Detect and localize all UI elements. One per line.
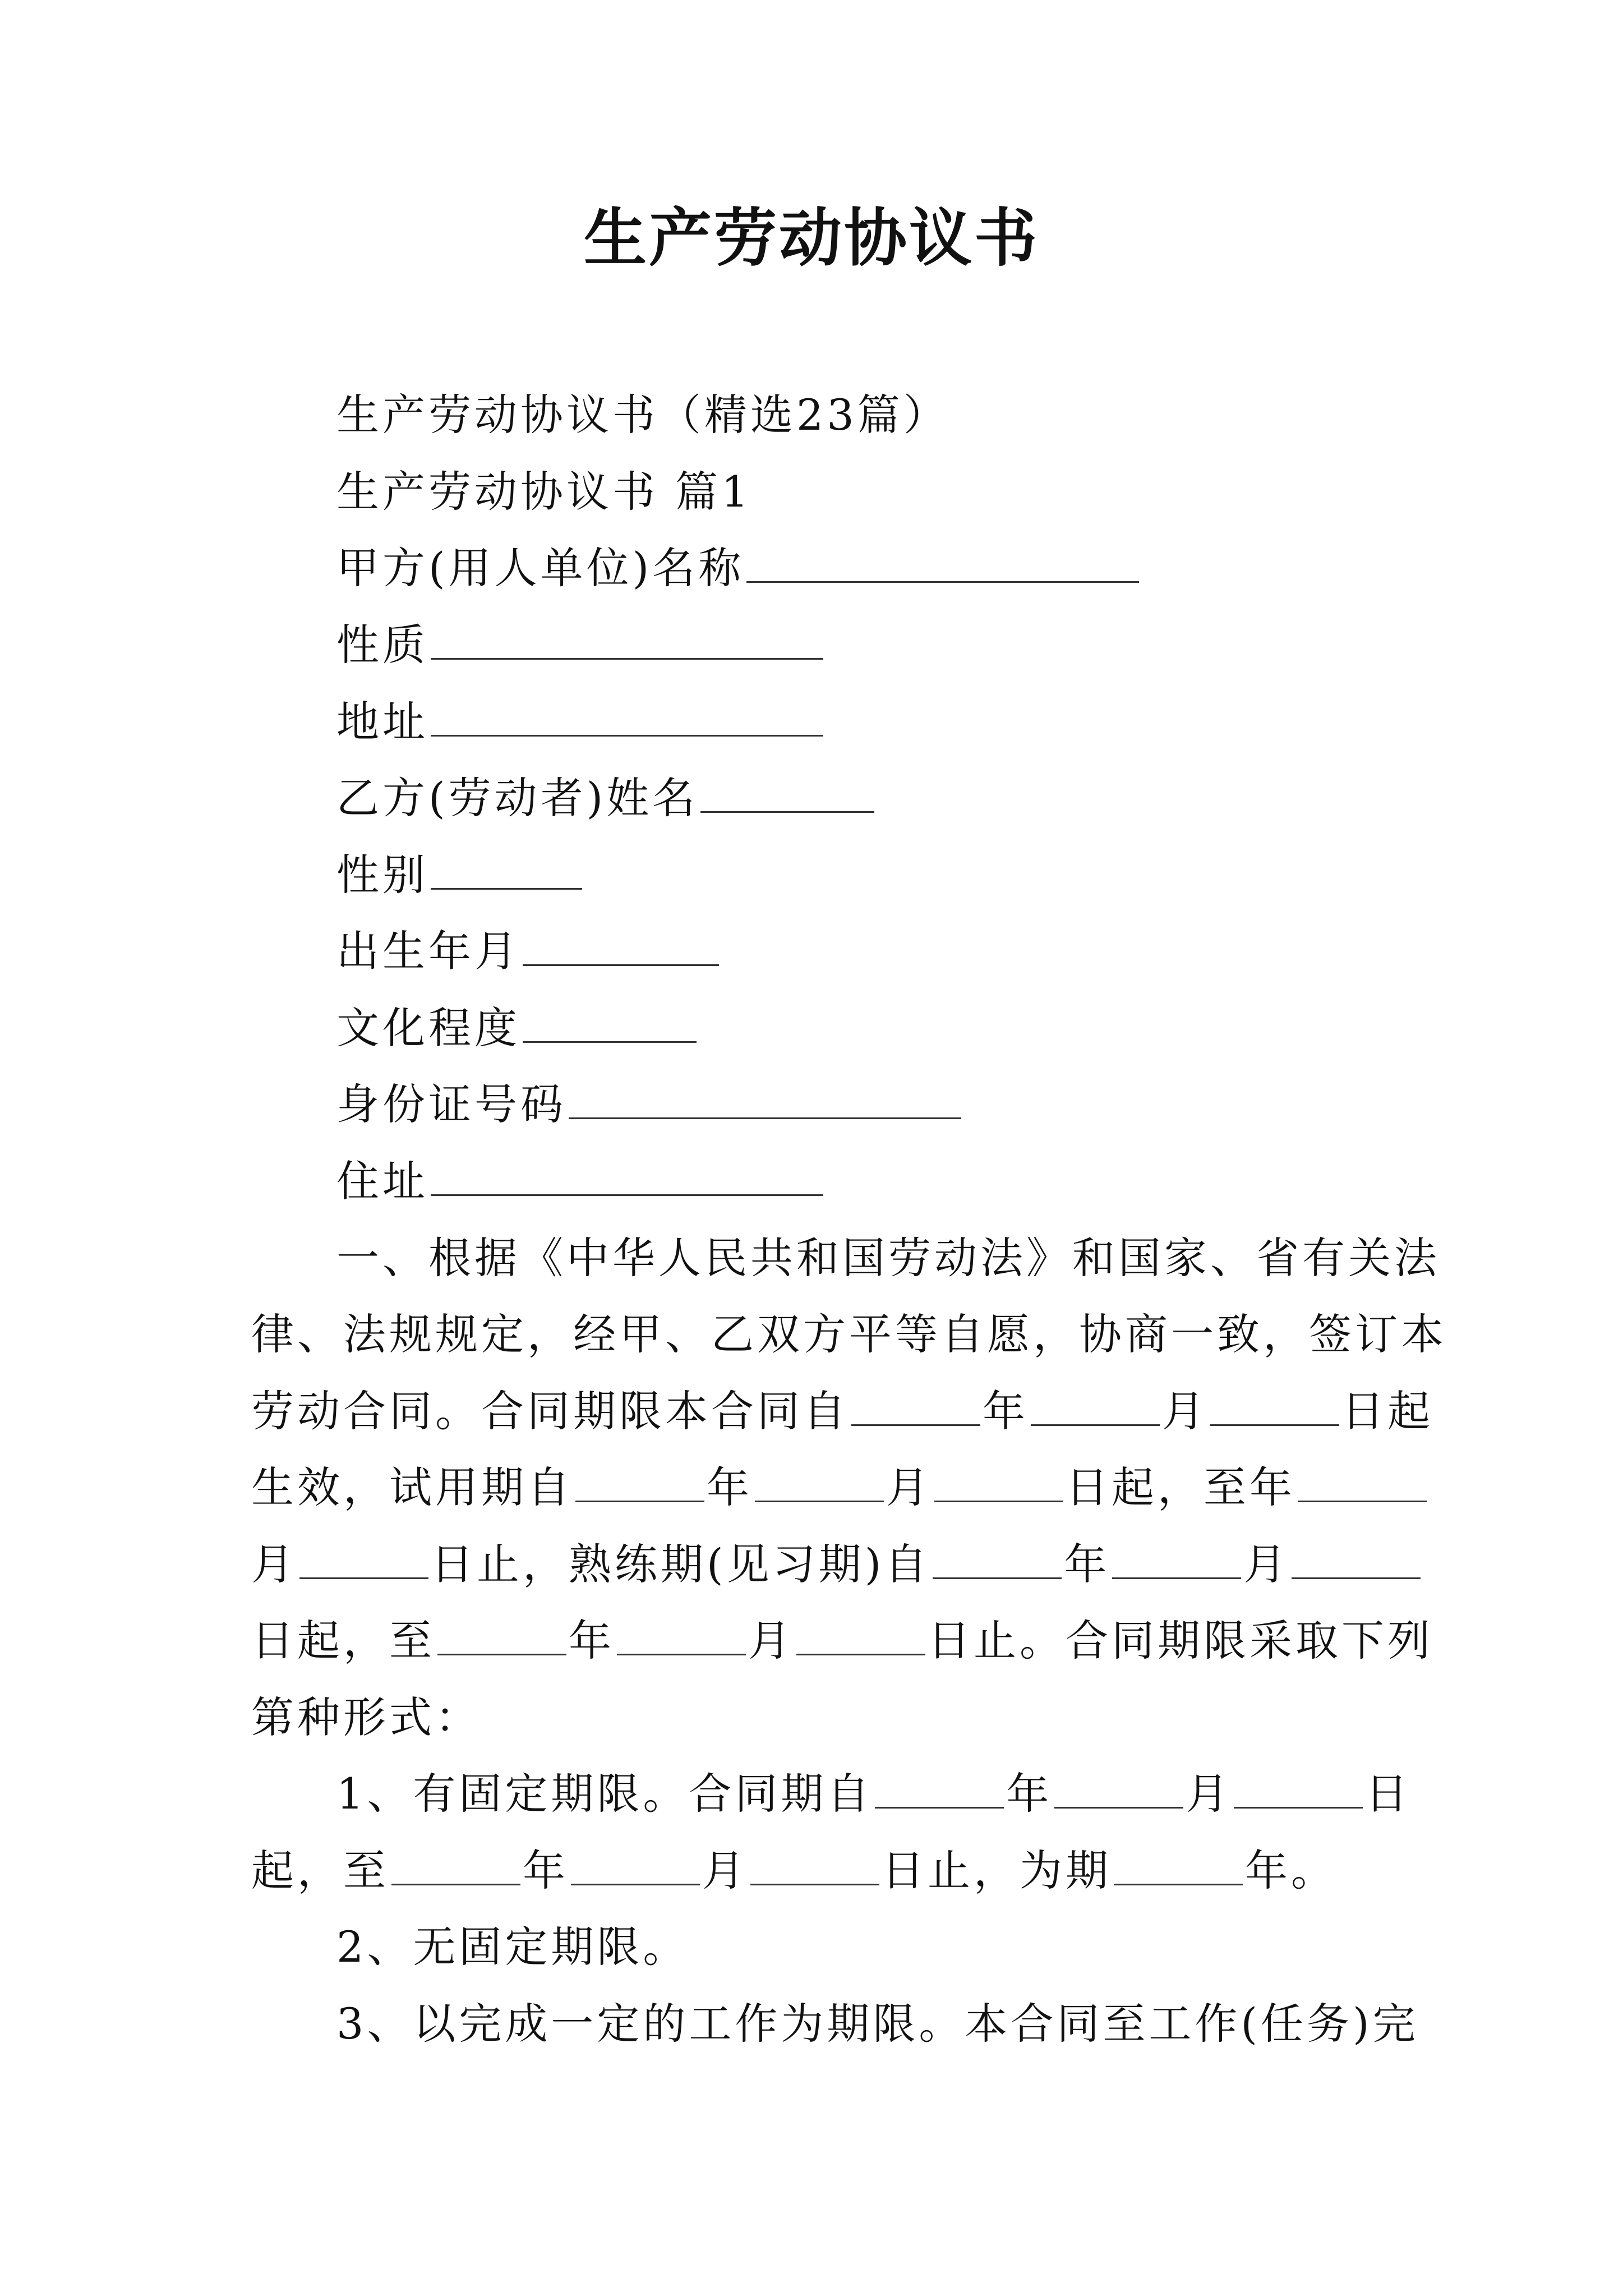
item1-line2-text-d: 日止，为期 [882,1846,1112,1895]
para1-line7: 第种形式： [251,1692,481,1742]
blank [571,1844,700,1885]
gender-label: 性别 [336,850,428,900]
para1-line5-text-d: 月 [1243,1539,1290,1589]
residence-field [336,1153,826,1209]
para1-line3-text-d: 日起 [1341,1386,1433,1436]
residence-label: 住址 [336,1156,428,1206]
blank [1234,1768,1363,1809]
birth-field [336,923,721,979]
id-number-field [336,1076,963,1133]
section-heading: 生产劳动协议书 篇1 [336,467,752,517]
nature-label: 性质 [336,620,428,670]
para1-line4-text-c: 月 [886,1462,932,1512]
item1-line2-text-b: 年 [523,1846,569,1895]
blank [1298,1461,1427,1502]
party-a-name-label: 甲方(用人单位)名称 [336,543,745,593]
item1-line2-text-c: 月 [702,1846,748,1895]
para1-line3-text-b: 年 [983,1386,1029,1436]
education-field [336,1000,699,1056]
nature-blank [431,619,823,660]
education-blank [523,1002,697,1043]
para1-line2: 律、法规规定，经甲、乙双方平等自愿，协商一致，签订本 [251,1309,1447,1359]
party-b-name-label: 乙方(劳动者)姓名 [336,773,699,823]
blank [750,1844,879,1885]
item1-line1-text-d: 日 [1365,1769,1412,1819]
para1-line6 [251,1613,1433,1669]
id-number-blank [569,1078,961,1119]
address-field [336,694,826,750]
document-title: 生产劳动协议书 [584,201,1039,275]
address-blank [431,696,823,737]
party-a-name-blank [746,542,1139,583]
blank [755,1461,884,1502]
item1-line2 [251,1843,1337,1899]
party-b-name-blank [700,772,874,813]
para1-line5-text-b: 日止，熟练期(见习期)自 [431,1539,931,1589]
education-label: 文化程度 [336,1003,520,1053]
blank [934,1461,1063,1502]
blank [299,1538,428,1579]
item1-line2-text-a: 起，至 [251,1846,389,1895]
para1-line4 [251,1460,1429,1516]
document-subtitle: 生产劳动协议书（精选23篇） [336,390,949,440]
blank [875,1768,1004,1809]
gender-blank [431,849,582,890]
blank [1112,1538,1241,1579]
blank [1031,1385,1160,1426]
para1-line3 [251,1383,1433,1439]
blank [933,1538,1062,1579]
blank [617,1614,746,1655]
para1-line6-text-a: 日起，至 [251,1616,435,1665]
para1-line6-text-d: 日止。合同期限采取下列 [928,1616,1433,1665]
blank [1114,1844,1243,1885]
para1-line4-text-d: 日起，至年 [1066,1462,1295,1512]
para1-line5-text-a: 月 [251,1539,297,1589]
para1-line6-text-b: 年 [569,1616,615,1665]
item1-line1-text-b: 年 [1006,1769,1053,1819]
blank [1054,1768,1183,1809]
birth-blank [523,925,719,966]
party-a-name-field [336,540,1141,596]
para1-line5 [251,1536,1423,1593]
party-b-name-field [336,770,877,826]
item1-line1-text-c: 月 [1186,1769,1232,1819]
item3-line: 3、以完成一定的工作为期限。本合同至工作(任务)完 [336,1999,1419,2049]
para1-line4-text-a: 生效，试用期自 [251,1462,573,1512]
para1-line4-text-b: 年 [707,1462,753,1512]
item2-line: 2、无固定期限。 [336,1922,689,1972]
para1-line5-text-c: 年 [1064,1539,1110,1589]
id-number-label: 身份证号码 [336,1079,566,1129]
para1-line3-text-a: 劳动合同。合同期限本合同自 [251,1386,849,1436]
blank [796,1614,925,1655]
item1-line1-text-a: 1、有固定期限。合同期自 [336,1769,873,1819]
item1-line2-text-e: 年。 [1245,1846,1337,1895]
blank [391,1844,520,1885]
birth-label: 出生年月 [336,926,520,976]
blank [437,1614,566,1655]
blank [1292,1538,1421,1579]
nature-field [336,617,826,673]
residence-blank [431,1155,823,1196]
para1-line3-text-c: 月 [1162,1386,1208,1436]
gender-field [336,847,584,903]
para1-line1: 一、根据《中华人民共和国劳动法》和国家、省有关法 [336,1233,1440,1283]
item1-line1 [336,1766,1411,1822]
para1-line6-text-c: 月 [748,1616,794,1665]
address-label: 地址 [336,697,428,747]
blank [1210,1385,1339,1426]
blank [851,1385,980,1426]
blank [575,1461,704,1502]
